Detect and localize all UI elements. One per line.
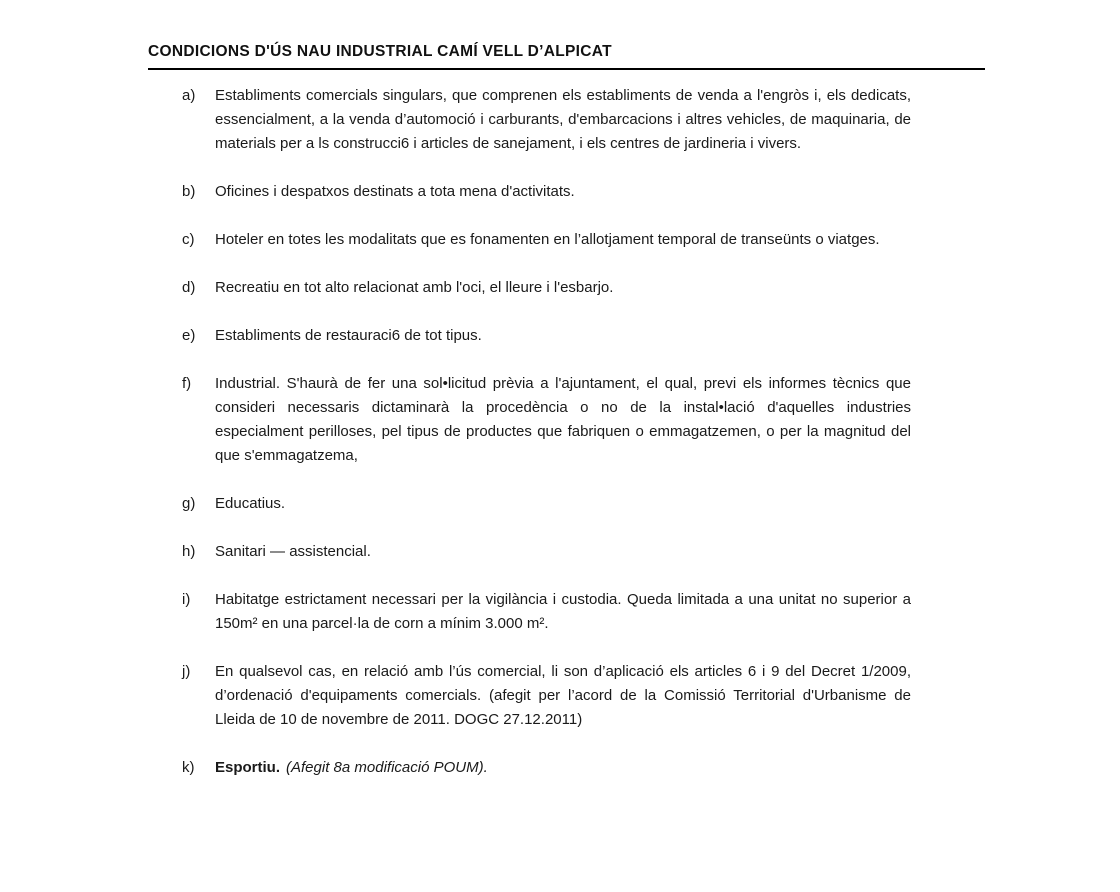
item-label: f) [182, 375, 192, 392]
item-label: e) [182, 327, 196, 344]
list-item-e [182, 324, 911, 348]
list-item-b [182, 180, 911, 204]
item-label: b) [182, 183, 196, 200]
item-label: k) [182, 759, 195, 776]
item-label: g) [182, 495, 196, 512]
item-text: En qualsevol cas, en relació amb l’ús comercial, li son d’aplicació els articles 6 i 9 del Decret 1/2009, d’ordenació d'equipaments comercials. (afegit per l’acord de la Comissió Territorial d'Urbanisme de Lleida de 10 de novembre de 2011. DOGC 27.12.2011) [215, 663, 911, 728]
item-text [215, 756, 911, 780]
list-item-i [182, 588, 911, 636]
conditions-list [182, 84, 911, 780]
page-title: CONDICIONS D'ÚS NAU INDUSTRIAL CAMÍ VELL D’ALPICAT [148, 43, 612, 60]
item-text: Establiments de restauraci6 de tot tipus. [215, 327, 482, 344]
item-label: i) [182, 591, 191, 608]
list-item-g [182, 492, 911, 516]
list-item-c [182, 228, 911, 252]
item-label: j) [182, 663, 191, 680]
item-text: Oficines i despatxos destinats a tota mena d'activitats. [215, 183, 575, 200]
item-text: Industrial. S'haurà de fer una sol•licitud prèvia a l'ajuntament, el qual, previ els informes tècnics que consideri necessaris dictaminarà la procedència o no de la instal•lació d'aquelles industries especialment perilloses, pel tipus de productes que fabriquen o emmagatzemen, o per la magnitud del que s'emmagatzema, [215, 375, 911, 464]
list-item-k [182, 756, 911, 780]
item-text: Establiments comercials singulars, que comprenen els establiments de venda a l'engròs i, els dedicats, essencialment, a la venda d’automoció i carburants, d'embarcacions i altres vehicles, de maquinaria, de materials per a ls construcci6 i articles de sanejament, i els centres de jardineria i vivers. [215, 87, 911, 152]
list-item-d [182, 276, 911, 300]
item-text: Hoteler en totes les modalitats que es fonamenten en l’allotjament temporal de transeünts o viatges. [215, 231, 880, 248]
list-item-j [182, 660, 911, 732]
title-underline [148, 68, 985, 70]
list-item-a [182, 84, 911, 156]
item-text: Recreatiu en tot alto relacionat amb l'oci, el lleure i l'esbarjo. [215, 279, 614, 296]
list-item-h [182, 540, 911, 564]
list-item-f [182, 372, 911, 468]
item-text: Habitatge estrictament necessari per la vigilància i custodia. Queda limitada a una unitat no superior a 150m² en una parcel·la de corn a mínim 3.000 m². [215, 591, 911, 632]
item-label: c) [182, 231, 195, 248]
item-label: d) [182, 279, 196, 296]
item-text: Educatius. [215, 495, 286, 512]
item-text-bold: Esportiu. [215, 759, 281, 776]
item-note-italic: (Afegit 8a modificació POUM). [286, 759, 488, 776]
item-label: a) [182, 87, 196, 104]
item-text: Sanitari — assistencial. [215, 543, 371, 560]
item-label: h) [182, 543, 196, 560]
